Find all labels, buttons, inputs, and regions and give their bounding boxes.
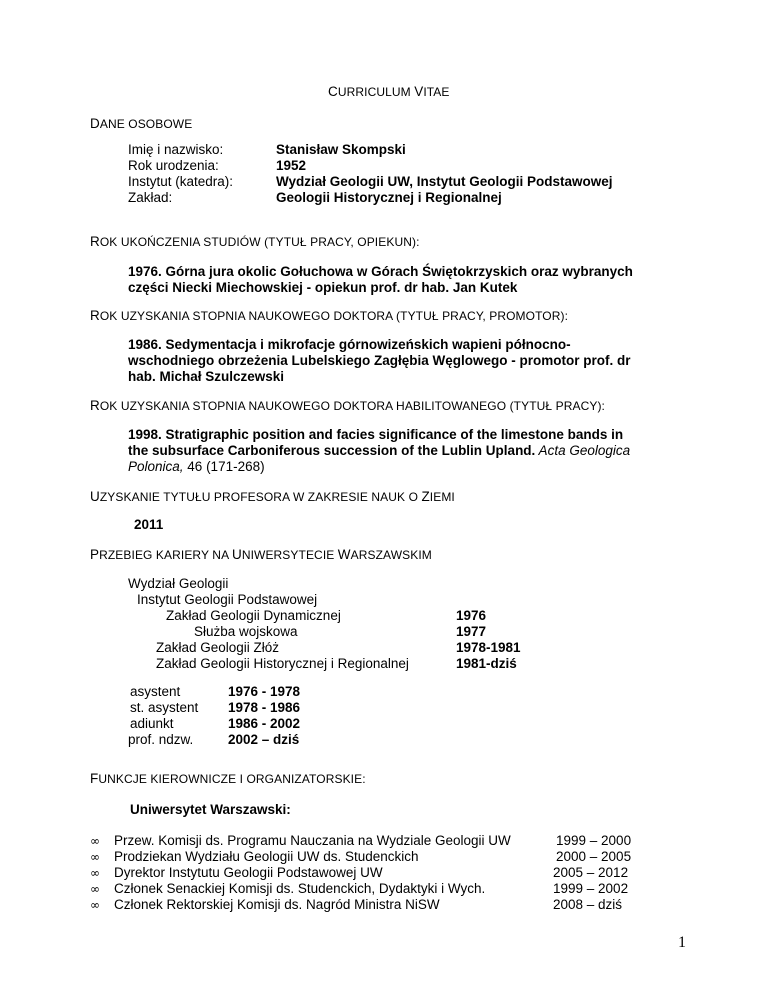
studia-line: 1976. Górna jura okolic Gołuchowa w Górach Świętokrzyskich oraz wybranych	[128, 264, 633, 279]
section-heading-dane-osobowe: DANE OSOBOWE	[90, 116, 193, 131]
section-heading-kariera: PRZEBIEG KARIERY NA UNIWERSYTECIE WARSZAWSKIM	[90, 547, 432, 562]
career-unit: Służba wojskowa	[194, 624, 298, 639]
section-heading-doktor: ROK UZYSKANIA STOPNIA NAUKOWEGO DOKTORA (TYTUŁ PRACY, PROMOTOR):	[90, 308, 569, 323]
personal-value: 1952	[276, 158, 307, 173]
section-heading-funkcje: FUNKCJE KIEROWNICZE I ORGANIZATORSKIE:	[90, 771, 366, 786]
career-unit: Instytut Geologii Podstawowej	[137, 592, 318, 607]
profesor-year: 2011	[134, 517, 164, 532]
function-item: Dyrektor Instytutu Geologii Podstawowej UW	[114, 865, 383, 880]
habilitacja-line: 1998. Stratigraphic position and facies significance of the limestone bands in	[128, 427, 624, 442]
career-unit: Zakład Geologii Historycznej i Regionalnej	[156, 656, 409, 671]
career-unit-year: 1977	[456, 624, 487, 639]
personal-row: Imię i nazwisko:	[128, 142, 224, 157]
personal-value: Stanisław Skompski	[276, 142, 406, 157]
doktor-line: hab. Michał Szulczewski	[128, 369, 285, 384]
career-unit: Wydział Geologii	[128, 576, 229, 591]
career-unit-year: 1978-1981	[456, 640, 521, 655]
career-unit: Zakład Geologii Złóż	[156, 640, 280, 655]
infinity-bullet-icon: ∞	[90, 866, 100, 880]
position-years: 1976 - 1978	[228, 684, 301, 699]
habilitacja-line: the subsurface Carboniferous succession of the Lublin Upland. Acta Geologica	[128, 443, 631, 458]
section-heading-profesor: UZYSKANIE TYTUŁU PROFESORA W ZAKRESIE NAUK O ZIEMI	[90, 489, 455, 504]
doktor-line: 1986. Sedymentacja i mikrofacje górnowizeńskich wapieni północno-	[128, 337, 571, 352]
personal-row: Zakład:	[128, 190, 173, 205]
position-years: 2002 – dziś	[228, 732, 300, 747]
function-years: 2000 – 2005	[556, 849, 632, 864]
section-heading-habilitacja: ROK UZYSKANIA STOPNIA NAUKOWEGO DOKTORA HABILITOWANEGO (TYTUŁ PRACY):	[90, 398, 605, 413]
studia-line: części Niecki Miechowskiej - opiekun prof. dr hab. Jan Kutek	[128, 280, 518, 295]
position-years: 1986 - 2002	[228, 716, 301, 731]
page-number: 1	[678, 934, 686, 951]
funkcje-subheading: Uniwersytet Warszawski:	[130, 802, 291, 817]
section-heading-studia: ROK UKOŃCZENIA STUDIÓW (TYTUŁ PRACY, OPIEKUN):	[90, 234, 420, 249]
infinity-bullet-icon: ∞	[90, 834, 100, 848]
infinity-bullet-icon: ∞	[90, 850, 100, 864]
career-unit: Zakład Geologii Dynamicznej	[166, 608, 341, 623]
career-unit-year: 1976	[456, 608, 487, 623]
career-unit-year: 1981-dziś	[456, 656, 517, 671]
personal-row: Instytut (katedra):	[128, 174, 234, 189]
personal-value: Wydział Geologii UW, Instytut Geologii Podstawowej	[276, 174, 613, 189]
personal-row: Rok urodzenia:	[128, 158, 219, 173]
document-title: CURRICULUM VITAE	[328, 84, 450, 99]
personal-value: Geologii Historycznej i Regionalnej	[276, 190, 502, 205]
function-years: 2005 – 2012	[553, 865, 629, 880]
function-years: 1999 – 2002	[553, 881, 629, 896]
doktor-line: wschodniego obrzeżenia Lubelskiego Zagłębia Węglowego - promotor prof. dr	[128, 353, 631, 368]
position-title: st. asystent	[130, 700, 199, 715]
position-title: asystent	[130, 684, 181, 699]
function-item: Przew. Komisji ds. Programu Nauczania na Wydziale Geologii UW	[114, 833, 511, 848]
position-title: prof. ndzw.	[128, 732, 194, 747]
infinity-bullet-icon: ∞	[90, 882, 100, 896]
position-years: 1978 - 1986	[228, 700, 301, 715]
function-years: 1999 – 2000	[556, 833, 632, 848]
function-item: Prodziekan Wydziału Geologii UW ds. Studenckich	[114, 849, 419, 864]
function-years: 2008 – dziś	[553, 897, 623, 912]
function-item: Członek Senackiej Komisji ds. Studenckich, Dydaktyki i Wych.	[114, 881, 486, 896]
infinity-bullet-icon: ∞	[90, 898, 100, 912]
habilitacja-line: Polonica, 46 (171-268)	[128, 459, 265, 474]
position-title: adiunkt	[130, 716, 174, 731]
function-item: Członek Rektorskiej Komisji ds. Nagród Ministra NiSW	[114, 897, 440, 912]
